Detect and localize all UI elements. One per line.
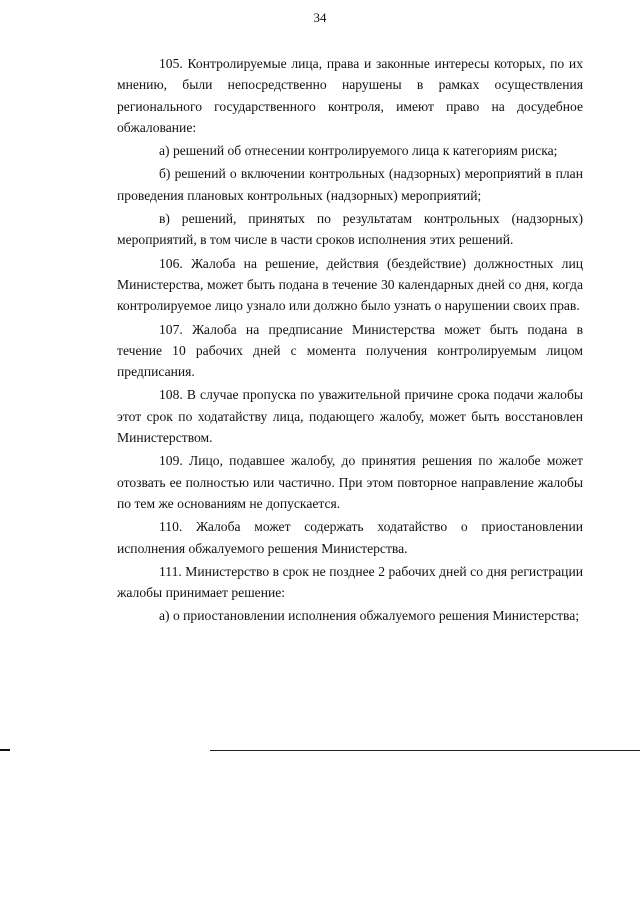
- paragraph-108: 108. В случае пропуска по уважительной причине срока подачи жалобы этот срок по ходатайству лица, подающего жалобу, может быть восстановлен Министерством.: [117, 387, 583, 446]
- paragraph-111-a: а) о приостановлении исполнения обжалуемого решения Министерства;: [159, 608, 580, 624]
- paragraph-105-a: а) решений об отнесении контролируемого лица к категориям риска;: [159, 143, 558, 159]
- footer-rule: [210, 750, 640, 751]
- paragraph-105-c: в) решений, принятых по результатам контрольных (надзорных) мероприятий, в том числе в части сроков исполнения этих решений.: [117, 211, 583, 248]
- footer-rule-left: [0, 749, 10, 751]
- paragraph-105-b: б) решений о включении контрольных (надзорных) мероприятий в план проведения плановых контрольных (надзорных) мероприятий;: [117, 166, 583, 203]
- paragraph-110: 110. Жалоба может содержать ходатайство о приостановлении исполнения обжалуемого решения Министерства.: [117, 519, 583, 556]
- document-body: [117, 53, 583, 627]
- paragraph-111: 111. Министерство в срок не позднее 2 рабочих дней со дня регистрации жалобы принимает решение:: [117, 563, 583, 601]
- paragraph-109: 109. Лицо, подавшее жалобу, до принятия решения по жалобе может отозвать ее полностью или частично. При этом повторное направление жалобы по тем же основаниям не допускается.: [117, 453, 583, 511]
- paragraph-105: 105. Контролируемые лица, права и законные интересы которых, по их мнению, были непосредственно нарушены в рамках осуществления регионального государственного контроля, имеют право на досудебное обжалование:: [117, 56, 583, 135]
- page-number: 34: [313, 10, 327, 25]
- paragraph-107: 107. Жалоба на предписание Министерства может быть подана в течение 10 рабочих дней с момента получения контролируемым лицом предписания.: [117, 321, 583, 380]
- paragraph-106: 106. Жалоба на решение, действия (бездействие) должностных лиц Министерства, может быть подана в течение 30 календарных дней со дня, когда контролируемое лицо узнало или должно было узнать о нарушении своих прав.: [117, 255, 583, 314]
